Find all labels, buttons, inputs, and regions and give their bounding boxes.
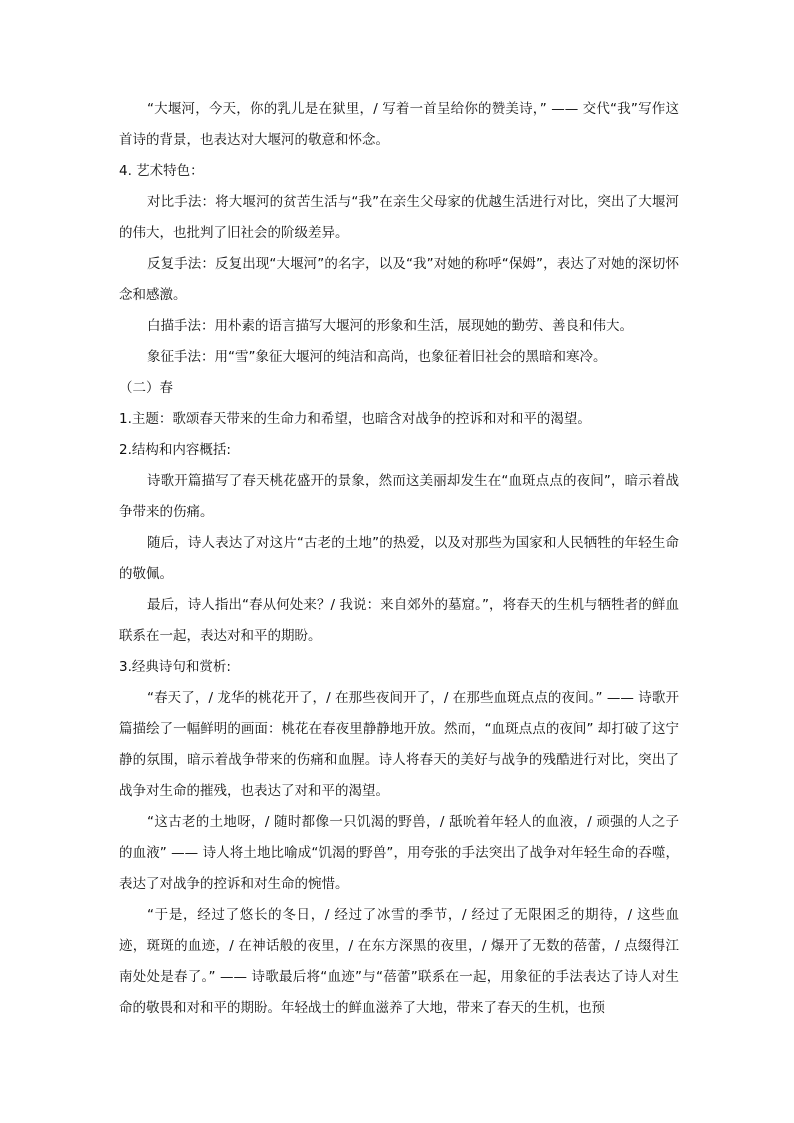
heading-structure-summary [119, 435, 679, 466]
paragraph-text: 白描手法：用朴素的语言描写大堰河的形象和生活，展现她的勤劳、善良和伟大。 [147, 318, 633, 334]
paragraph-sketch-technique [119, 311, 679, 342]
heading-text: 2.结构和内容概括: [119, 442, 231, 458]
paragraph-text: 诗歌开篇描写了春天桃花盛开的景象，然而这美丽却发生在“血斑点点的夜间”，暗示着战争带来的伤痛。 [119, 473, 679, 520]
paragraph-text: “于是，经过了悠长的冬日，/ 经过了冰雪的季节，/ 经过了无限困乏的期待，/ 这些血迹，斑斑的血迹，/ 在神话般的夜里，/ 在东方深黑的夜里，/ 爆开了无数的蓓蕾，/ 点缀得江南处处是春了。” —— 诗歌最后将“血迹”与“蓓蕾”联系在一起，用象征的手法表达了诗人对生命的敬畏和对和平的期盼。年轻战士的鲜血滋养了大地，带来了春天的生机，也预 [119, 907, 679, 1016]
paragraph-text: 象征手法：用“雪”象征大堰河的纯洁和高尚，也象征着旧社会的黑暗和寒冷。 [147, 349, 607, 365]
paragraph-analysis-peach-blossoms [119, 683, 679, 807]
paragraph-poem-quote-dedication [119, 94, 679, 156]
paragraph-text: 最后，诗人指出“春从何处来？/ 我说：来自郊外的墓窟。”，将春天的生机与牺牲者的鲜血联系在一起，表达对和平的期盼。 [119, 597, 679, 644]
paragraph-text: “春天了，/ 龙华的桃花开了，/ 在那些夜间开了，/ 在那些血斑点点的夜间。” —— 诗歌开篇描绘了一幅鲜明的画面：桃花在春夜里静静地开放。然而，“血斑点点的夜间” 却打破了这宁静的氛围，暗示着战争带来的伤痛和血腥。诗人将春天的美好与战争的残酷进行对比，突出了战争对生命的摧残，也表达了对和平的渴望。 [119, 690, 679, 799]
paragraph-text: “大堰河，今天，你的乳儿是在狱里，/ 写着一首呈给你的赞美诗，” —— 交代“我”写作这首诗的背景，也表达对大堰河的敬意和怀念。 [119, 101, 679, 148]
heading-text: 4. 艺术特色： [119, 163, 204, 179]
paragraph-text: 反复手法：反复出现“大堰河”的名字，以及“我”对她的称呼“保姆”，表达了对她的深切怀念和感激。 [119, 256, 679, 303]
paragraph-theme [119, 404, 679, 435]
heading-artistic-features [119, 156, 679, 187]
section-heading-spring [119, 373, 679, 404]
heading-classic-lines [119, 652, 679, 683]
paragraph-text: 随后，诗人表达了对这片“古老的土地”的热爱，以及对那些为国家和人民牺牲的年轻生命的敬佩。 [119, 535, 679, 582]
paragraph-text: 1.主题：歌颂春天带来的生命力和希望，也暗含对战争的控诉和对和平的渴望。 [119, 411, 591, 427]
paragraph-structure-opening [119, 466, 679, 528]
paragraph-text: 对比手法：将大堰河的贫苦生活与“我”在亲生父母家的优越生活进行对比，突出了大堰河的伟大，也批判了旧社会的阶级差异。 [119, 194, 679, 241]
paragraph-analysis-blood-buds [119, 900, 679, 1024]
paragraph-symbolism-technique [119, 342, 679, 373]
paragraph-text: “这古老的土地呀，/ 随时都像一只饥渴的野兽，/ 舐吮着年轻人的血液，/ 顽强的人之子的血液” —— 诗人将土地比喻成“饥渴的野兽”，用夸张的手法突出了战争对年轻生命的吞噬，表达了对战争的控诉和对生命的惋惜。 [119, 814, 679, 892]
paragraph-structure-middle [119, 528, 679, 590]
paragraph-contrast-technique [119, 187, 679, 249]
paragraph-repetition-technique [119, 249, 679, 311]
heading-text: （二）春 [119, 380, 173, 396]
heading-text: 3.经典诗句和赏析: [119, 659, 231, 675]
paragraph-structure-ending [119, 590, 679, 652]
paragraph-analysis-ancient-land [119, 807, 679, 900]
